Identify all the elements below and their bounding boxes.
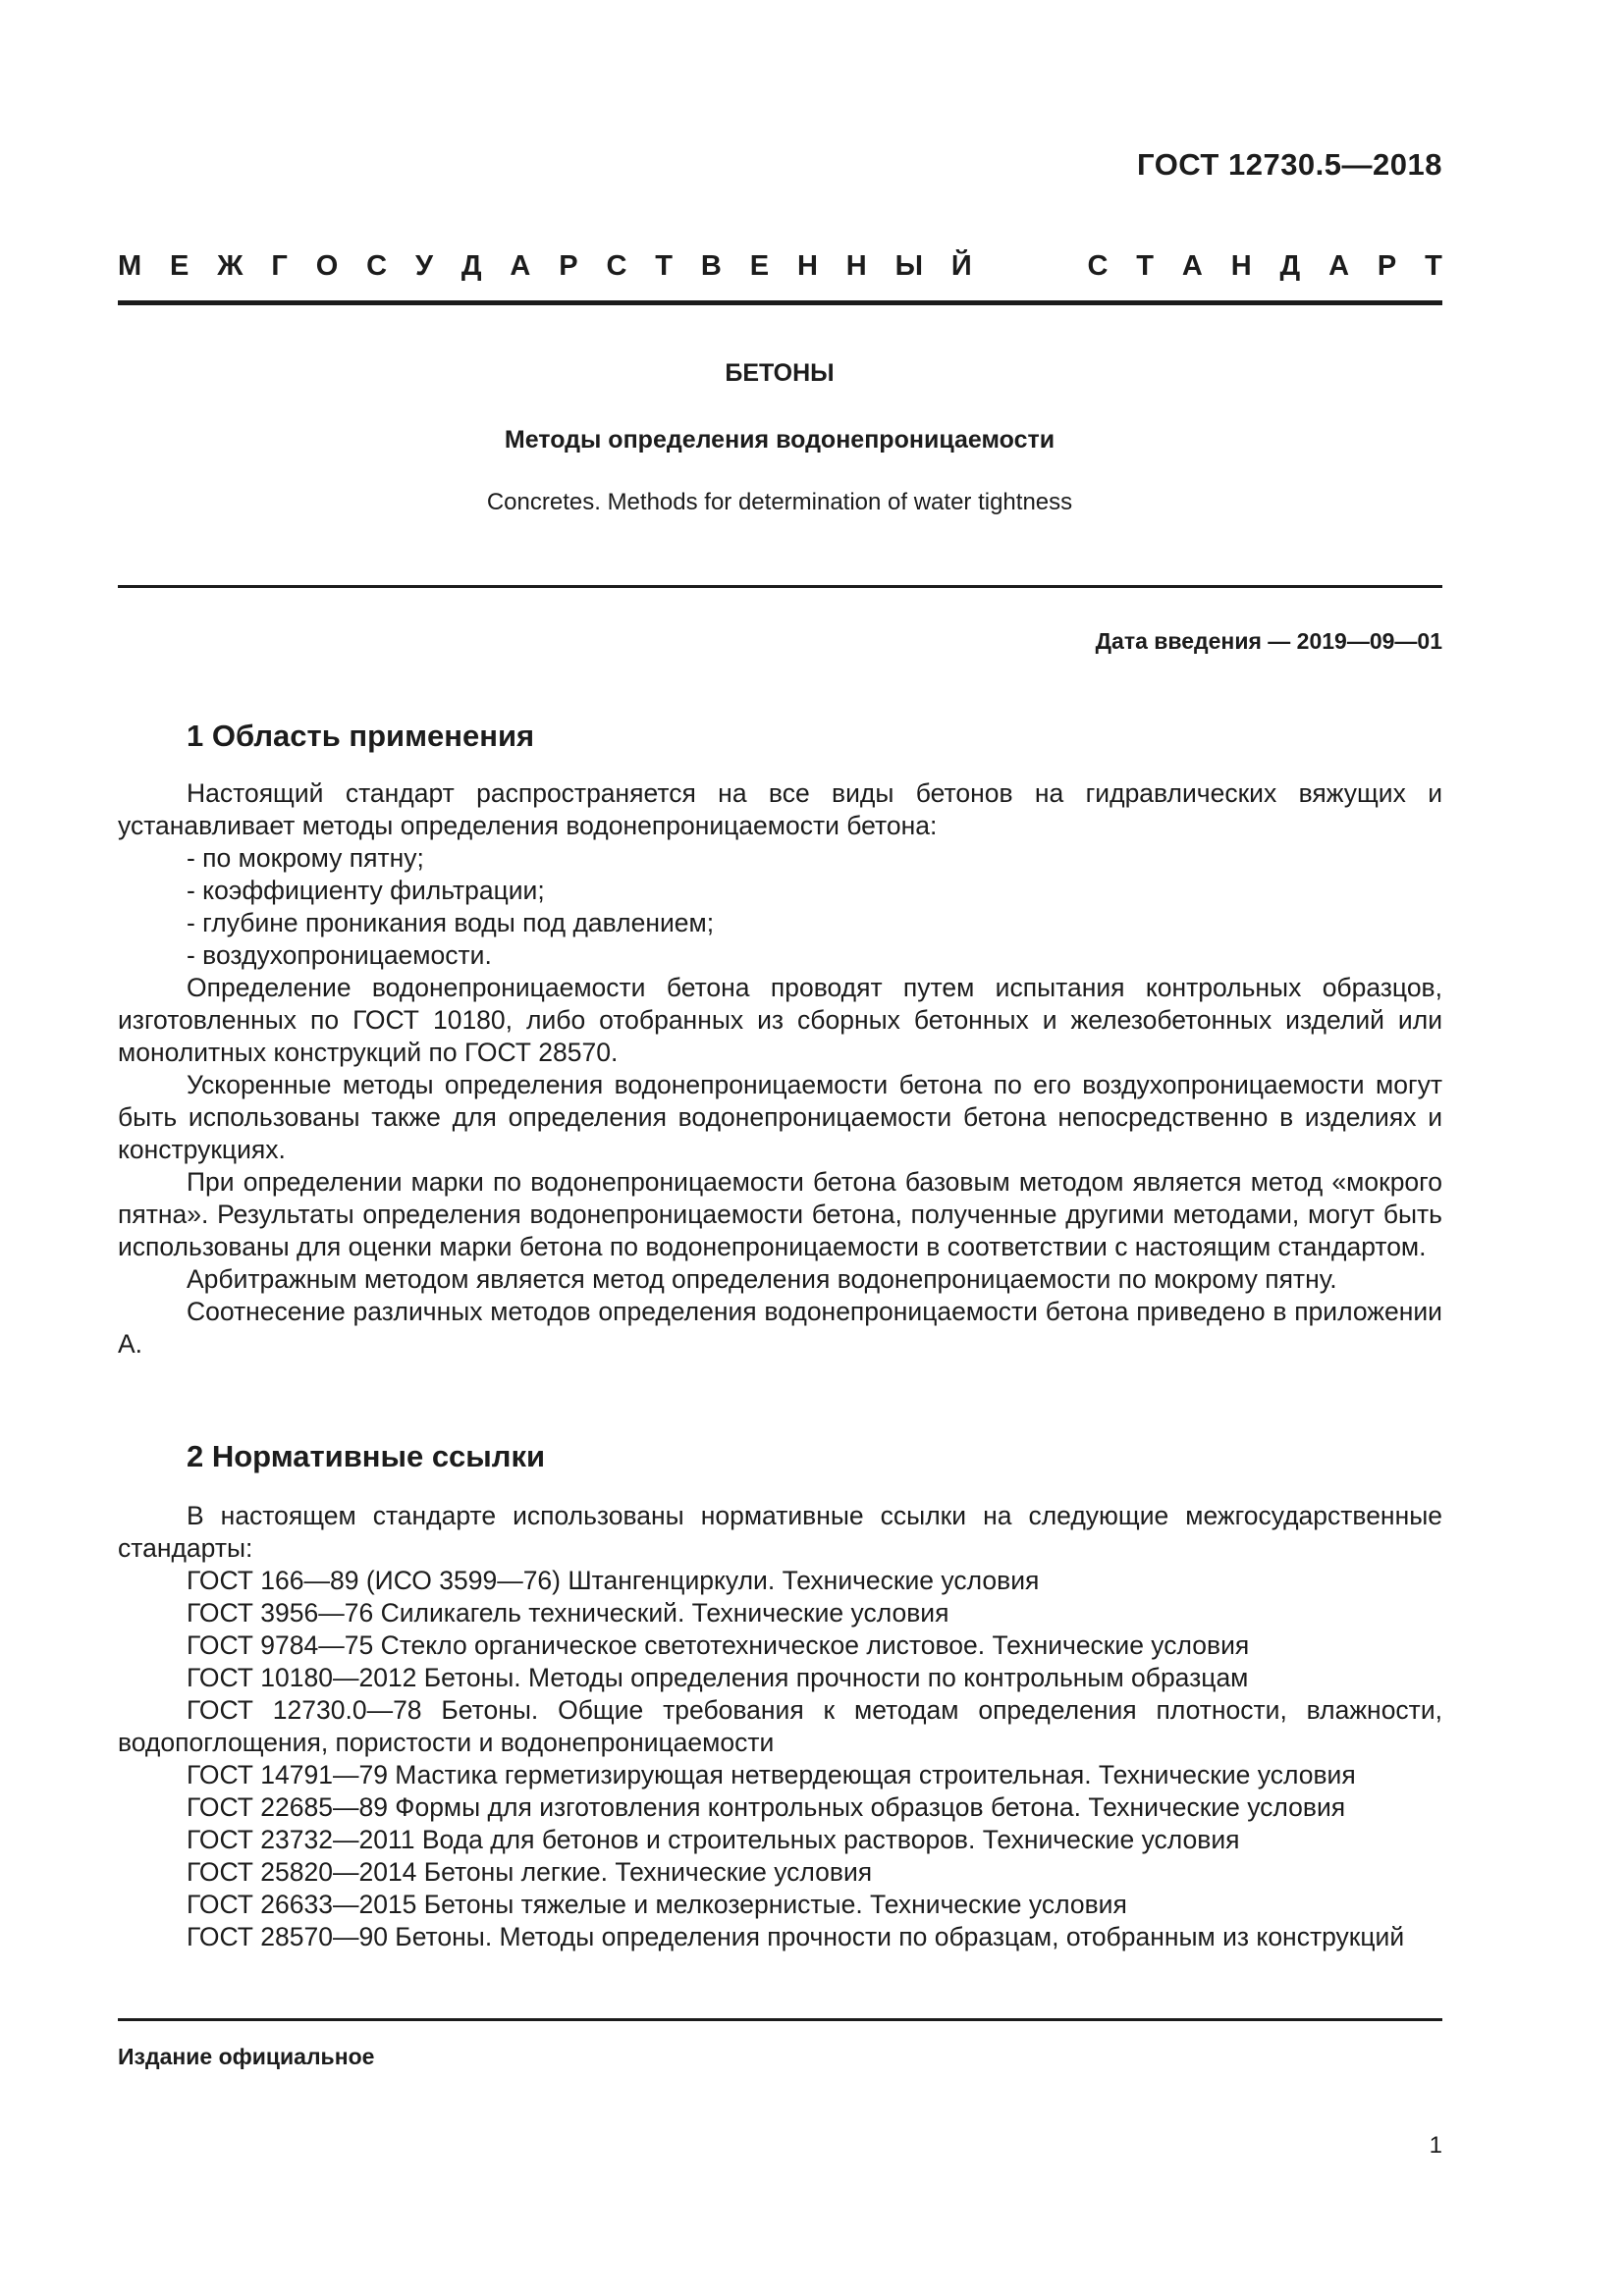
banner-letter: Т [655,250,674,282]
document-title: БЕТОНЫ [725,359,835,387]
section-2-heading: 2 Нормативные ссылки [187,1439,546,1473]
banner-letter: Д [1279,250,1301,282]
section-1-heading: 1 Область применения [187,719,535,753]
document-subtitle: Методы определения водонепроницаемости [504,426,1056,454]
reference-item: ГОСТ 23732—2011 Вода для бетонов и строительных растворов. Технические условия [187,1825,1240,1854]
banner-letter: В [700,250,722,282]
banner-letter: Г [271,250,288,282]
list-item: - глубине проникания воды под давлением; [187,908,715,937]
section-1-body [118,777,1442,1361]
banner-letter: М [118,250,142,282]
banner-letter: Н [1230,250,1252,282]
banner-word-gap [1001,250,1059,283]
reference-item: ГОСТ 22685—89 Формы для изготовления контрольных образцов бетона. Технические условия [187,1792,1346,1822]
official-edition-label: Издание официальное [118,2044,375,2069]
banner-letter: А [510,250,531,282]
reference-item: ГОСТ 25820—2014 Бетоны легкие. Технические условия [187,1857,873,1887]
reference-item: ГОСТ 28570—90 Бетоны. Методы определения прочности по образцам, отобранным из конструкций [187,1922,1405,1951]
page-number: 1 [1429,2132,1442,2159]
list-item: - воздухопроницаемости. [187,940,492,970]
paragraph: Определение водонепроницаемости бетона проводят путем испытания контрольных образцов, изготовленных по ГОСТ 10180, либо отобранных из сборных бетонных и железобетонных изделий или монолитных конструкций по ГОСТ 28570. [118,973,1442,1067]
reference-item: ГОСТ 14791—79 Мастика герметизирующая нетвердеющая строительная. Технические условия [187,1760,1356,1789]
title-rule [118,585,1442,588]
banner-letter: О [315,250,339,282]
banner-letter: Ы [894,250,923,282]
banner-letter: Р [1377,250,1397,282]
banner-letter: У [414,250,433,282]
list-item: - по мокрому пятну; [187,843,424,873]
banner-letter: Т [1425,250,1442,282]
banner-letter: С [366,250,388,282]
banner-letter: Й [950,250,972,282]
banner-letter: Е [749,250,770,282]
list-item: - коэффициенту фильтрации; [187,876,545,905]
banner-letter: Ж [217,250,244,282]
reference-item: ГОСТ 3956—76 Силикагель технический. Технические условия [187,1598,949,1628]
reference-item: ГОСТ 9784—75 Стекло органическое светотехническое листовое. Технические условия [187,1630,1250,1660]
english-title: Concretes. Methods for determination of water tightness [486,489,1073,515]
banner-letter: Н [796,250,818,282]
banner-letter: С [606,250,627,282]
banner-letter: Р [559,250,578,282]
reference-item: ГОСТ 26633—2015 Бетоны тяжелые и мелкозернистые. Технические условия [187,1890,1127,1919]
reference-item: ГОСТ 10180—2012 Бетоны. Методы определения прочности по контрольным образцам [187,1663,1249,1692]
paragraph: Арбитражным методом является метод определения водонепроницаемости по мокрому пятну. [187,1264,1337,1294]
banner-letter: А [1181,250,1203,282]
introduction-date: Дата введения — 2019—09—01 [1095,628,1442,654]
paragraph: В настоящем стандарте использованы нормативные ссылки на следующие межгосударственные стандарты: [118,1501,1442,1563]
banner-letter: Т [1136,250,1155,282]
banner-letter: Н [845,250,867,282]
header-rule [118,300,1442,305]
banner-letter: Е [170,250,189,282]
standard-banner [118,250,1442,283]
reference-item: ГОСТ 166—89 (ИСО 3599—76) Штангенциркули. Технические условия [187,1566,1040,1595]
banner-letter: Д [460,250,482,282]
reference-item: ГОСТ 12730.0—78 Бетоны. Общие требования к методам определения плотности, влажности, водопоглощения, пористости и водонепроницаемости [118,1695,1442,1757]
banner-letter: С [1087,250,1109,282]
paragraph: Настоящий стандарт распространяется на все виды бетонов на гидравлических вяжущих и устанавливает методы определения водонепроницаемости бетона: [118,778,1442,840]
footer-rule [118,2018,1442,2021]
banner-letter: А [1328,250,1350,282]
paragraph: Соотнесение различных методов определения водонепроницаемости бетона приведено в приложении А. [118,1297,1442,1359]
section-2-body [118,1500,1442,1953]
paragraph: При определении марки по водонепроницаемости бетона базовым методом является метод «мокрого пятна». Результаты определения водонепроницаемости бетона, полученные другими методами, могут быть использованы для оценки марки бетона по водонепроницаемости в соответствии с настоящим стандартом. [118,1167,1442,1261]
paragraph: Ускоренные методы определения водонепроницаемости бетона по его воздухопроницаемости могут быть использованы также для определения водонепроницаемости бетона непосредственно в изделиях и конструкциях. [118,1070,1442,1164]
document-number: ГОСТ 12730.5—2018 [1137,147,1442,182]
